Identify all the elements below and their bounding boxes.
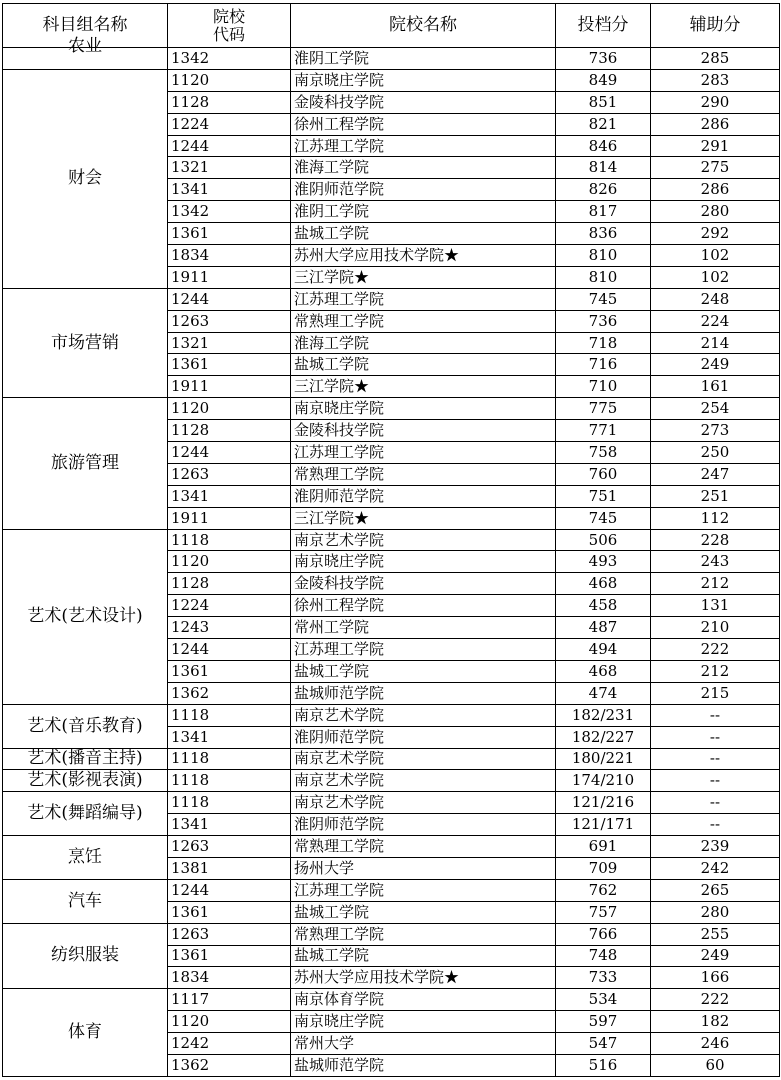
school-name-cell: 南京晓庄学院: [291, 398, 556, 420]
score-cell: 821: [556, 113, 651, 135]
aux-score-cell: 286: [651, 113, 780, 135]
score-cell: 468: [556, 660, 651, 682]
group-name: 财会: [68, 168, 102, 189]
score-cell: 775: [556, 398, 651, 420]
header-code-line2: 代码: [212, 24, 245, 44]
school-name-cell: 淮海工学院: [291, 332, 556, 354]
aux-score-cell: 60: [651, 1054, 780, 1076]
school-code-cell: 1341: [168, 814, 291, 836]
school-code-cell: 1244: [168, 288, 291, 310]
score-cell: 718: [556, 332, 651, 354]
score-cell: 597: [556, 1011, 651, 1033]
aux-score-cell: 251: [651, 485, 780, 507]
aux-score-cell: --: [651, 770, 780, 792]
score-cell: 174/210: [556, 770, 651, 792]
score-cell: 745: [556, 288, 651, 310]
school-code-cell: 1243: [168, 617, 291, 639]
school-code-cell: 1342: [168, 48, 291, 70]
group-name: 艺术(艺术设计): [27, 606, 143, 627]
group-name-cell: [3, 770, 168, 792]
aux-score-cell: 273: [651, 420, 780, 442]
score-cell: 814: [556, 157, 651, 179]
school-code-cell: 1242: [168, 1033, 291, 1055]
group-name: 艺术(影视表演): [27, 770, 143, 791]
school-name-cell: 常熟理工学院: [291, 923, 556, 945]
table-row: [3, 398, 780, 420]
school-code-cell: 1834: [168, 245, 291, 267]
school-name-cell: 金陵科技学院: [291, 573, 556, 595]
score-cell: 757: [556, 901, 651, 923]
school-name-cell: 金陵科技学院: [291, 91, 556, 113]
school-name-cell: 江苏理工学院: [291, 879, 556, 901]
score-cell: 810: [556, 245, 651, 267]
aux-score-cell: 250: [651, 442, 780, 464]
aux-score-cell: 290: [651, 91, 780, 113]
school-code-cell: 1361: [168, 660, 291, 682]
score-cell: 733: [556, 967, 651, 989]
score-cell: 121/216: [556, 792, 651, 814]
school-code-cell: 1244: [168, 879, 291, 901]
school-name-cell: 南京体育学院: [291, 989, 556, 1011]
admission-score-table: [2, 3, 780, 1077]
table-row: [3, 770, 780, 792]
school-name-cell: 盐城师范学院: [291, 682, 556, 704]
school-code-cell: 1361: [168, 223, 291, 245]
score-cell: 710: [556, 376, 651, 398]
aux-score-cell: 280: [651, 901, 780, 923]
school-name-cell: 淮阴师范学院: [291, 179, 556, 201]
aux-score-cell: 249: [651, 945, 780, 967]
school-name-cell: 南京艺术学院: [291, 529, 556, 551]
school-name-cell: 金陵科技学院: [291, 420, 556, 442]
header-group-name: 科目组名称: [3, 4, 168, 48]
aux-score-cell: 286: [651, 179, 780, 201]
school-code-cell: 1361: [168, 354, 291, 376]
aux-score-cell: 254: [651, 398, 780, 420]
aux-score-cell: 292: [651, 223, 780, 245]
aux-score-cell: 102: [651, 245, 780, 267]
school-name-cell: 淮阴工学院: [291, 48, 556, 70]
group-name: 农业: [68, 36, 102, 56]
table-row: [3, 792, 780, 814]
school-name-cell: 常熟理工学院: [291, 836, 556, 858]
table-row: [3, 836, 780, 858]
school-name-cell: 江苏理工学院: [291, 135, 556, 157]
school-code-cell: 1321: [168, 157, 291, 179]
school-name-cell: 盐城工学院: [291, 945, 556, 967]
aux-score-cell: 246: [651, 1033, 780, 1055]
score-cell: 758: [556, 442, 651, 464]
group-name: 艺术(播音主持): [27, 748, 143, 769]
school-code-cell: 1361: [168, 901, 291, 923]
group-name-cell: [3, 69, 168, 288]
school-code-cell: 1341: [168, 726, 291, 748]
group-name-cell: [3, 792, 168, 836]
school-code-cell: 1128: [168, 420, 291, 442]
school-code-cell: 1120: [168, 398, 291, 420]
school-code-cell: 1263: [168, 463, 291, 485]
aux-score-cell: 166: [651, 967, 780, 989]
school-name-cell: 南京晓庄学院: [291, 69, 556, 91]
school-code-cell: 1118: [168, 792, 291, 814]
score-cell: 182/231: [556, 704, 651, 726]
aux-score-cell: 255: [651, 923, 780, 945]
group-name: 旅游管理: [51, 452, 119, 473]
school-code-cell: 1342: [168, 201, 291, 223]
group-name: 烹饪: [68, 846, 102, 867]
school-code-cell: 1341: [168, 485, 291, 507]
group-name: 艺术(舞蹈编导): [27, 803, 143, 824]
score-cell: 751: [556, 485, 651, 507]
score-cell: 534: [556, 989, 651, 1011]
school-code-cell: 1244: [168, 135, 291, 157]
header-school-name: 院校名称: [291, 4, 556, 48]
school-code-cell: 1834: [168, 967, 291, 989]
school-code-cell: 1321: [168, 332, 291, 354]
aux-score-cell: --: [651, 704, 780, 726]
table-row: [3, 48, 780, 70]
school-name-cell: 南京艺术学院: [291, 704, 556, 726]
school-code-cell: 1362: [168, 682, 291, 704]
aux-score-cell: --: [651, 792, 780, 814]
group-name: 体育: [68, 1022, 102, 1043]
aux-score-cell: 112: [651, 507, 780, 529]
score-cell: 493: [556, 551, 651, 573]
aux-score-cell: 291: [651, 135, 780, 157]
school-name-cell: 三江学院★: [291, 376, 556, 398]
score-cell: 487: [556, 617, 651, 639]
score-cell: 771: [556, 420, 651, 442]
score-cell: 506: [556, 529, 651, 551]
table-row: [3, 923, 780, 945]
score-cell: 716: [556, 354, 651, 376]
header-aux-score: 辅助分: [651, 4, 780, 48]
table-row: [3, 989, 780, 1011]
score-cell: 748: [556, 945, 651, 967]
aux-score-cell: 248: [651, 288, 780, 310]
school-name-cell: 南京艺术学院: [291, 792, 556, 814]
school-name-cell: 南京晓庄学院: [291, 551, 556, 573]
school-code-cell: 1118: [168, 529, 291, 551]
school-code-cell: 1361: [168, 945, 291, 967]
aux-score-cell: 249: [651, 354, 780, 376]
school-name-cell: 三江学院★: [291, 507, 556, 529]
aux-score-cell: 161: [651, 376, 780, 398]
group-name: 纺织服装: [51, 945, 119, 966]
score-cell: 709: [556, 857, 651, 879]
score-cell: 121/171: [556, 814, 651, 836]
aux-score-cell: 243: [651, 551, 780, 573]
school-name-cell: 常熟理工学院: [291, 463, 556, 485]
score-cell: 851: [556, 91, 651, 113]
score-cell: 547: [556, 1033, 651, 1055]
aux-score-cell: 265: [651, 879, 780, 901]
school-name-cell: 淮海工学院: [291, 157, 556, 179]
score-cell: 762: [556, 879, 651, 901]
school-name-cell: 盐城工学院: [291, 660, 556, 682]
school-code-cell: 1120: [168, 69, 291, 91]
school-code-cell: 1911: [168, 507, 291, 529]
aux-score-cell: 182: [651, 1011, 780, 1033]
school-code-cell: 1120: [168, 551, 291, 573]
school-name-cell: 常州工学院: [291, 617, 556, 639]
table-row: [3, 704, 780, 726]
aux-score-cell: 228: [651, 529, 780, 551]
school-code-cell: 1224: [168, 595, 291, 617]
header-code-line1: 院校: [212, 6, 245, 26]
score-cell: 468: [556, 573, 651, 595]
aux-score-cell: --: [651, 814, 780, 836]
table-row: [3, 288, 780, 310]
school-name-cell: 淮阴工学院: [291, 201, 556, 223]
group-name-cell: [3, 398, 168, 529]
school-name-cell: 苏州大学应用技术学院★: [291, 967, 556, 989]
school-code-cell: 1117: [168, 989, 291, 1011]
school-name-cell: 徐州工程学院: [291, 113, 556, 135]
table-row: [3, 69, 780, 91]
aux-score-cell: 212: [651, 660, 780, 682]
group-name-cell: [3, 529, 168, 704]
school-name-cell: 江苏理工学院: [291, 288, 556, 310]
aux-score-cell: 214: [651, 332, 780, 354]
aux-score-cell: 285: [651, 48, 780, 70]
score-cell: 836: [556, 223, 651, 245]
score-cell: 817: [556, 201, 651, 223]
score-cell: 474: [556, 682, 651, 704]
table-row: [3, 748, 780, 770]
school-code-cell: 1120: [168, 1011, 291, 1033]
aux-score-cell: 222: [651, 639, 780, 661]
group-name-cell: [3, 704, 168, 748]
score-cell: 826: [556, 179, 651, 201]
score-cell: 736: [556, 48, 651, 70]
school-code-cell: 1118: [168, 704, 291, 726]
group-name-cell: [3, 748, 168, 770]
aux-score-cell: 283: [651, 69, 780, 91]
score-cell: 494: [556, 639, 651, 661]
score-cell: 810: [556, 266, 651, 288]
school-name-cell: 江苏理工学院: [291, 639, 556, 661]
score-cell: 691: [556, 836, 651, 858]
score-cell: 849: [556, 69, 651, 91]
school-code-cell: 1263: [168, 310, 291, 332]
school-code-cell: 1362: [168, 1054, 291, 1076]
group-name-cell: [3, 923, 168, 989]
school-name-cell: 扬州大学: [291, 857, 556, 879]
school-name-cell: 盐城工学院: [291, 354, 556, 376]
group-name-cell: [3, 836, 168, 880]
aux-score-cell: 131: [651, 595, 780, 617]
school-name-cell: 苏州大学应用技术学院★: [291, 245, 556, 267]
school-code-cell: 1381: [168, 857, 291, 879]
school-name-cell: 南京晓庄学院: [291, 1011, 556, 1033]
score-cell: 760: [556, 463, 651, 485]
aux-score-cell: 215: [651, 682, 780, 704]
school-name-cell: 常熟理工学院: [291, 310, 556, 332]
score-cell: 745: [556, 507, 651, 529]
aux-score-cell: 239: [651, 836, 780, 858]
school-name-cell: 三江学院★: [291, 266, 556, 288]
school-code-cell: 1911: [168, 266, 291, 288]
aux-score-cell: 102: [651, 266, 780, 288]
score-cell: 736: [556, 310, 651, 332]
school-code-cell: 1263: [168, 923, 291, 945]
aux-score-cell: 222: [651, 989, 780, 1011]
score-cell: 180/221: [556, 748, 651, 770]
table-body: [3, 36, 780, 1077]
aux-score-cell: 242: [651, 857, 780, 879]
school-name-cell: 淮阴师范学院: [291, 726, 556, 748]
header-school-code: [168, 4, 291, 48]
school-name-cell: 盐城师范学院: [291, 1054, 556, 1076]
school-name-cell: 淮阴师范学院: [291, 485, 556, 507]
school-code-cell: 1128: [168, 91, 291, 113]
table-row: [3, 529, 780, 551]
school-name-cell: 盐城工学院: [291, 901, 556, 923]
school-code-cell: 1118: [168, 770, 291, 792]
school-code-cell: 1341: [168, 179, 291, 201]
school-code-cell: 1244: [168, 639, 291, 661]
header-score: 投档分: [556, 4, 651, 48]
school-name-cell: 淮阴师范学院: [291, 814, 556, 836]
aux-score-cell: 275: [651, 157, 780, 179]
school-code-cell: 1911: [168, 376, 291, 398]
school-code-cell: 1244: [168, 442, 291, 464]
group-name: 艺术(音乐教育): [27, 715, 143, 736]
school-code-cell: 1118: [168, 748, 291, 770]
school-name-cell: 南京艺术学院: [291, 748, 556, 770]
aux-score-cell: --: [651, 748, 780, 770]
score-cell: 458: [556, 595, 651, 617]
aux-score-cell: 247: [651, 463, 780, 485]
aux-score-cell: 210: [651, 617, 780, 639]
aux-score-cell: 280: [651, 201, 780, 223]
aux-score-cell: 224: [651, 310, 780, 332]
school-name-cell: 江苏理工学院: [291, 442, 556, 464]
group-name: 市场营销: [51, 332, 119, 353]
group-name-cell: [3, 989, 168, 1077]
school-name-cell: 常州大学: [291, 1033, 556, 1055]
aux-score-cell: 212: [651, 573, 780, 595]
score-cell: 182/227: [556, 726, 651, 748]
school-name-cell: 南京艺术学院: [291, 770, 556, 792]
group-name-cell: [3, 36, 168, 70]
school-code-cell: 1224: [168, 113, 291, 135]
group-name-cell: [3, 879, 168, 923]
group-name-cell: [3, 288, 168, 397]
score-cell: 846: [556, 135, 651, 157]
score-cell: 516: [556, 1054, 651, 1076]
score-cell: 766: [556, 923, 651, 945]
aux-score-cell: --: [651, 726, 780, 748]
school-name-cell: 盐城工学院: [291, 223, 556, 245]
school-code-cell: 1128: [168, 573, 291, 595]
school-code-cell: 1263: [168, 836, 291, 858]
table-row: [3, 879, 780, 901]
school-name-cell: 徐州工程学院: [291, 595, 556, 617]
group-name: 汽车: [68, 890, 102, 911]
